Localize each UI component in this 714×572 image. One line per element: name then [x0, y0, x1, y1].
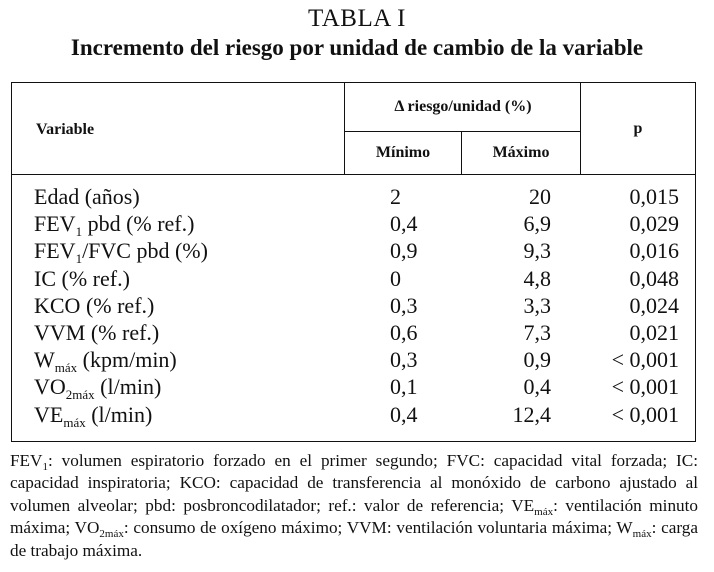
table-row	[12, 265, 695, 292]
cell-p: 0,048	[629, 265, 679, 291]
cell-p: 0,024	[629, 292, 679, 318]
cell-maximo: 6,9	[523, 211, 551, 237]
table-footnote: $FEV_1$: volumen espiratorio forzado en el primer segundo; FVC: capacidad vital forzada; IC: capacidad inspiratoria; KCO: capacidad de transferencia al monóxido de carbono ajustado al volumen alveolar; pbd: posbroncodilatador; ref.: valor de referencia; $VE_{máx}$: ventilación minuto máxima; $VO_{2máx}$: consumo de oxígeno máximo; VVM: ventilación voluntaria máxima; $W_{máx}$: carga de trabajo máxima.	[10, 451, 699, 560]
cell-maximo: 0,9	[523, 347, 551, 373]
cell-minimo: 2	[390, 184, 401, 209]
cell-p: < 0,001	[611, 401, 679, 427]
cell-variable: IC (% ref.)	[34, 265, 130, 291]
cell-minimo: 0,3	[390, 292, 418, 318]
table-row	[12, 210, 695, 240]
table-row	[12, 401, 695, 428]
table-row	[12, 292, 695, 319]
column-header-delta: Δ riesgo/unidad (%)	[394, 98, 532, 115]
cell-variable: $VE_{máx}$ (l/min)	[34, 401, 153, 430]
cell-p: 0,029	[629, 211, 679, 237]
cell-variable: $W_{máx}$ (kpm/min)	[34, 347, 177, 376]
table-row	[12, 373, 695, 403]
cell-variable: VVM (% ref.)	[34, 319, 160, 345]
cell-p: 0,015	[629, 184, 679, 209]
header-divider	[12, 174, 695, 175]
cell-variable: $FEV_1$/FVC pbd (%)	[34, 238, 208, 267]
column-header-p: p	[633, 119, 643, 137]
cell-variable: KCO (% ref.)	[34, 292, 155, 318]
table-row	[12, 319, 695, 346]
cell-p: < 0,001	[611, 374, 679, 400]
cell-minimo: 0,4	[390, 401, 418, 427]
cell-maximo: 7,3	[523, 319, 551, 345]
cell-p: 0,016	[629, 238, 679, 264]
cell-minimo: 0,9	[390, 238, 418, 264]
table-row	[12, 183, 695, 210]
column-header-maximo: Máximo	[492, 144, 550, 161]
table-title: Incremento del riesgo por unidad de cambio de la variable	[70, 35, 644, 60]
data-table	[11, 82, 696, 442]
table-number: TABLA I	[307, 5, 407, 32]
cell-minimo: 0,4	[390, 211, 418, 237]
cell-maximo: 0,4	[523, 374, 551, 400]
cell-variable: $VO_{2máx}$ (l/min)	[34, 374, 162, 403]
cell-minimo: 0,1	[390, 374, 418, 400]
column-header-minimo: Mínimo	[375, 144, 431, 161]
cell-maximo: 20	[529, 184, 551, 209]
table-body	[12, 183, 695, 428]
table-row	[12, 346, 695, 376]
cell-maximo: 3,3	[523, 292, 551, 318]
cell-minimo: 0,3	[390, 347, 418, 373]
cell-minimo: 0	[390, 265, 401, 291]
cell-maximo: 4,8	[523, 265, 551, 291]
cell-p: < 0,001	[611, 347, 679, 373]
cell-p: 0,021	[629, 319, 679, 345]
column-header-variable: Variable	[36, 121, 95, 138]
table-row	[12, 237, 695, 267]
cell-minimo: 0,6	[390, 319, 418, 345]
cell-variable: $FEV_1$ pbd (% ref.)	[34, 211, 195, 240]
cell-variable: Edad (años)	[34, 184, 140, 209]
cell-maximo: 12,4	[512, 401, 551, 427]
cell-maximo: 9,3	[523, 238, 551, 264]
table-heading	[0, 4, 714, 62]
